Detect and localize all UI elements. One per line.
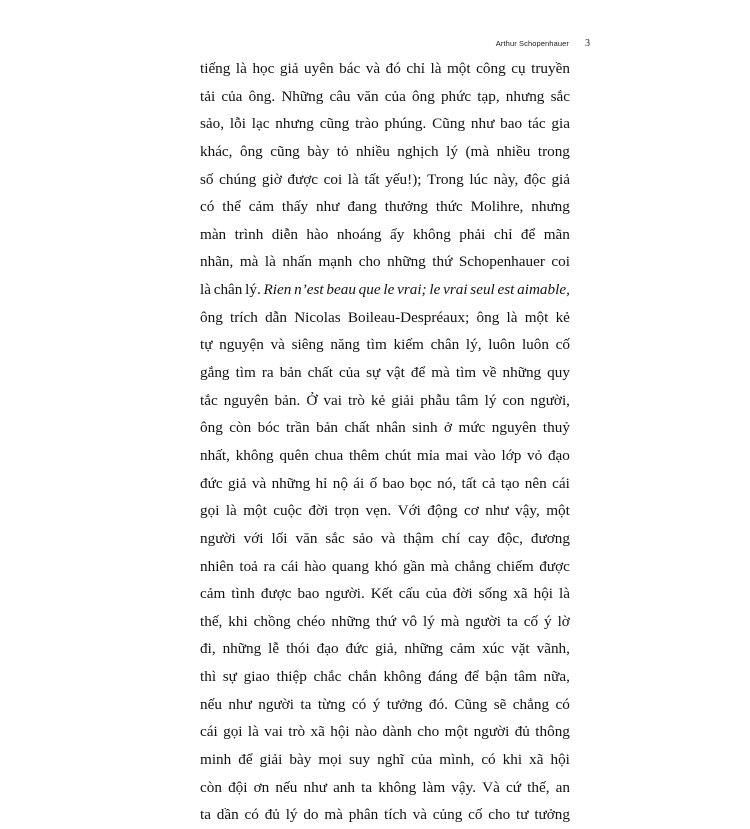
page-number: 3 — [585, 38, 590, 49]
text-line: còn đội ơn nếu như anh ta không làm vậy. Và cứ thế, an — [200, 778, 570, 796]
text-line: cảm tình được bao người. Kết cấu của đời sống xã hội là — [200, 585, 570, 603]
text-line: khác, ông cũng bày tỏ nhiều nghịch lý (mà nhiều trong — [200, 142, 570, 160]
text-line: cái gọi là vai trò xã hội nào dành cho một người đủ thông — [200, 723, 570, 741]
text-line: thì sự giao thiệp chắc chắn không đáng để bận tâm nữa, — [200, 668, 570, 686]
text-line: tiếng là học giả uyên bác và đó chỉ là một công cụ truyền — [200, 60, 570, 77]
text-line: đức giả và những hỉ nộ ái ố bao bọc nó, tất cả tạo nên cái — [200, 474, 570, 492]
text-line: người với lối văn sắc sảo và thậm chí cay độc, đương — [200, 529, 570, 547]
body-text — [200, 55, 570, 829]
text-line: tự nguyện và siêng năng tìm kiếm chân lý, luôn luôn cố — [200, 336, 570, 354]
text-line: ông còn bóc trần bản chất nhân sinh ở mức nguyên thuỷ — [200, 419, 570, 437]
text-line: ta dần có đủ lý do mà phân tích và củng cố cho tư tưởng — [200, 806, 570, 824]
text-line: nếu như người ta từng có ý tưởng đó. Cũng sẽ chẳng có — [200, 695, 570, 713]
text-line: tắc nguyên bản. Ở vai trò kẻ giải phẫu tâm lý con người, — [200, 391, 570, 409]
text-line: ông trích dẫn Nicolas Boileau-Despréaux; ông là một kẻ — [200, 308, 570, 326]
running-title: Arthur Schopenhauer — [495, 39, 569, 48]
text-line: nhất, không quên chua thêm chút mỉa mai vào lớp vỏ đạo — [200, 446, 570, 464]
text-line: có thể cảm thấy như đang thưởng thức Molihre, nhưng — [200, 198, 570, 216]
text-line: gắng tìm ra bản chất của sự vật để mà tìm về những quy — [200, 364, 570, 382]
text-line: nhiên toả ra cái hào quang khó gần mà chẳng chiếm được — [200, 557, 570, 575]
text-line: màn trình diễn hào nhoáng ấy không phải chỉ để mãn — [200, 225, 570, 243]
text-line: sảo, lỗi lạc nhưng cũng trào phúng. Cũng như bao tác gia — [200, 115, 570, 133]
text-line: là chân lý. Rien n’est beau que le vrai; le vrai seul est aimable, — [200, 281, 570, 299]
text-line: số chúng giờ được coi là tất yếu!); Trong lúc này, độc giả — [200, 170, 570, 188]
text-line: nhãn, mà là nhấn mạnh cho những thứ Schopenhauer coi — [200, 253, 570, 271]
text-line: đi, những lễ thói đạo đức giả, những cảm xúc vặt vãnh, — [200, 640, 570, 658]
text-line: minh để giải bày mọi suy nghĩ của mình, có khi xã hội — [200, 751, 570, 769]
text-line: gọi là một cuộc đời trọn vẹn. Với động cơ như vậy, một — [200, 502, 570, 520]
text-line: tải của ông. Những câu văn của ông phức tạp, nhưng sắc — [200, 87, 570, 105]
running-header — [480, 38, 590, 52]
text-line: thế, khi chồng chéo những thứ vô lý mà người ta cố ý lờ — [200, 612, 570, 630]
